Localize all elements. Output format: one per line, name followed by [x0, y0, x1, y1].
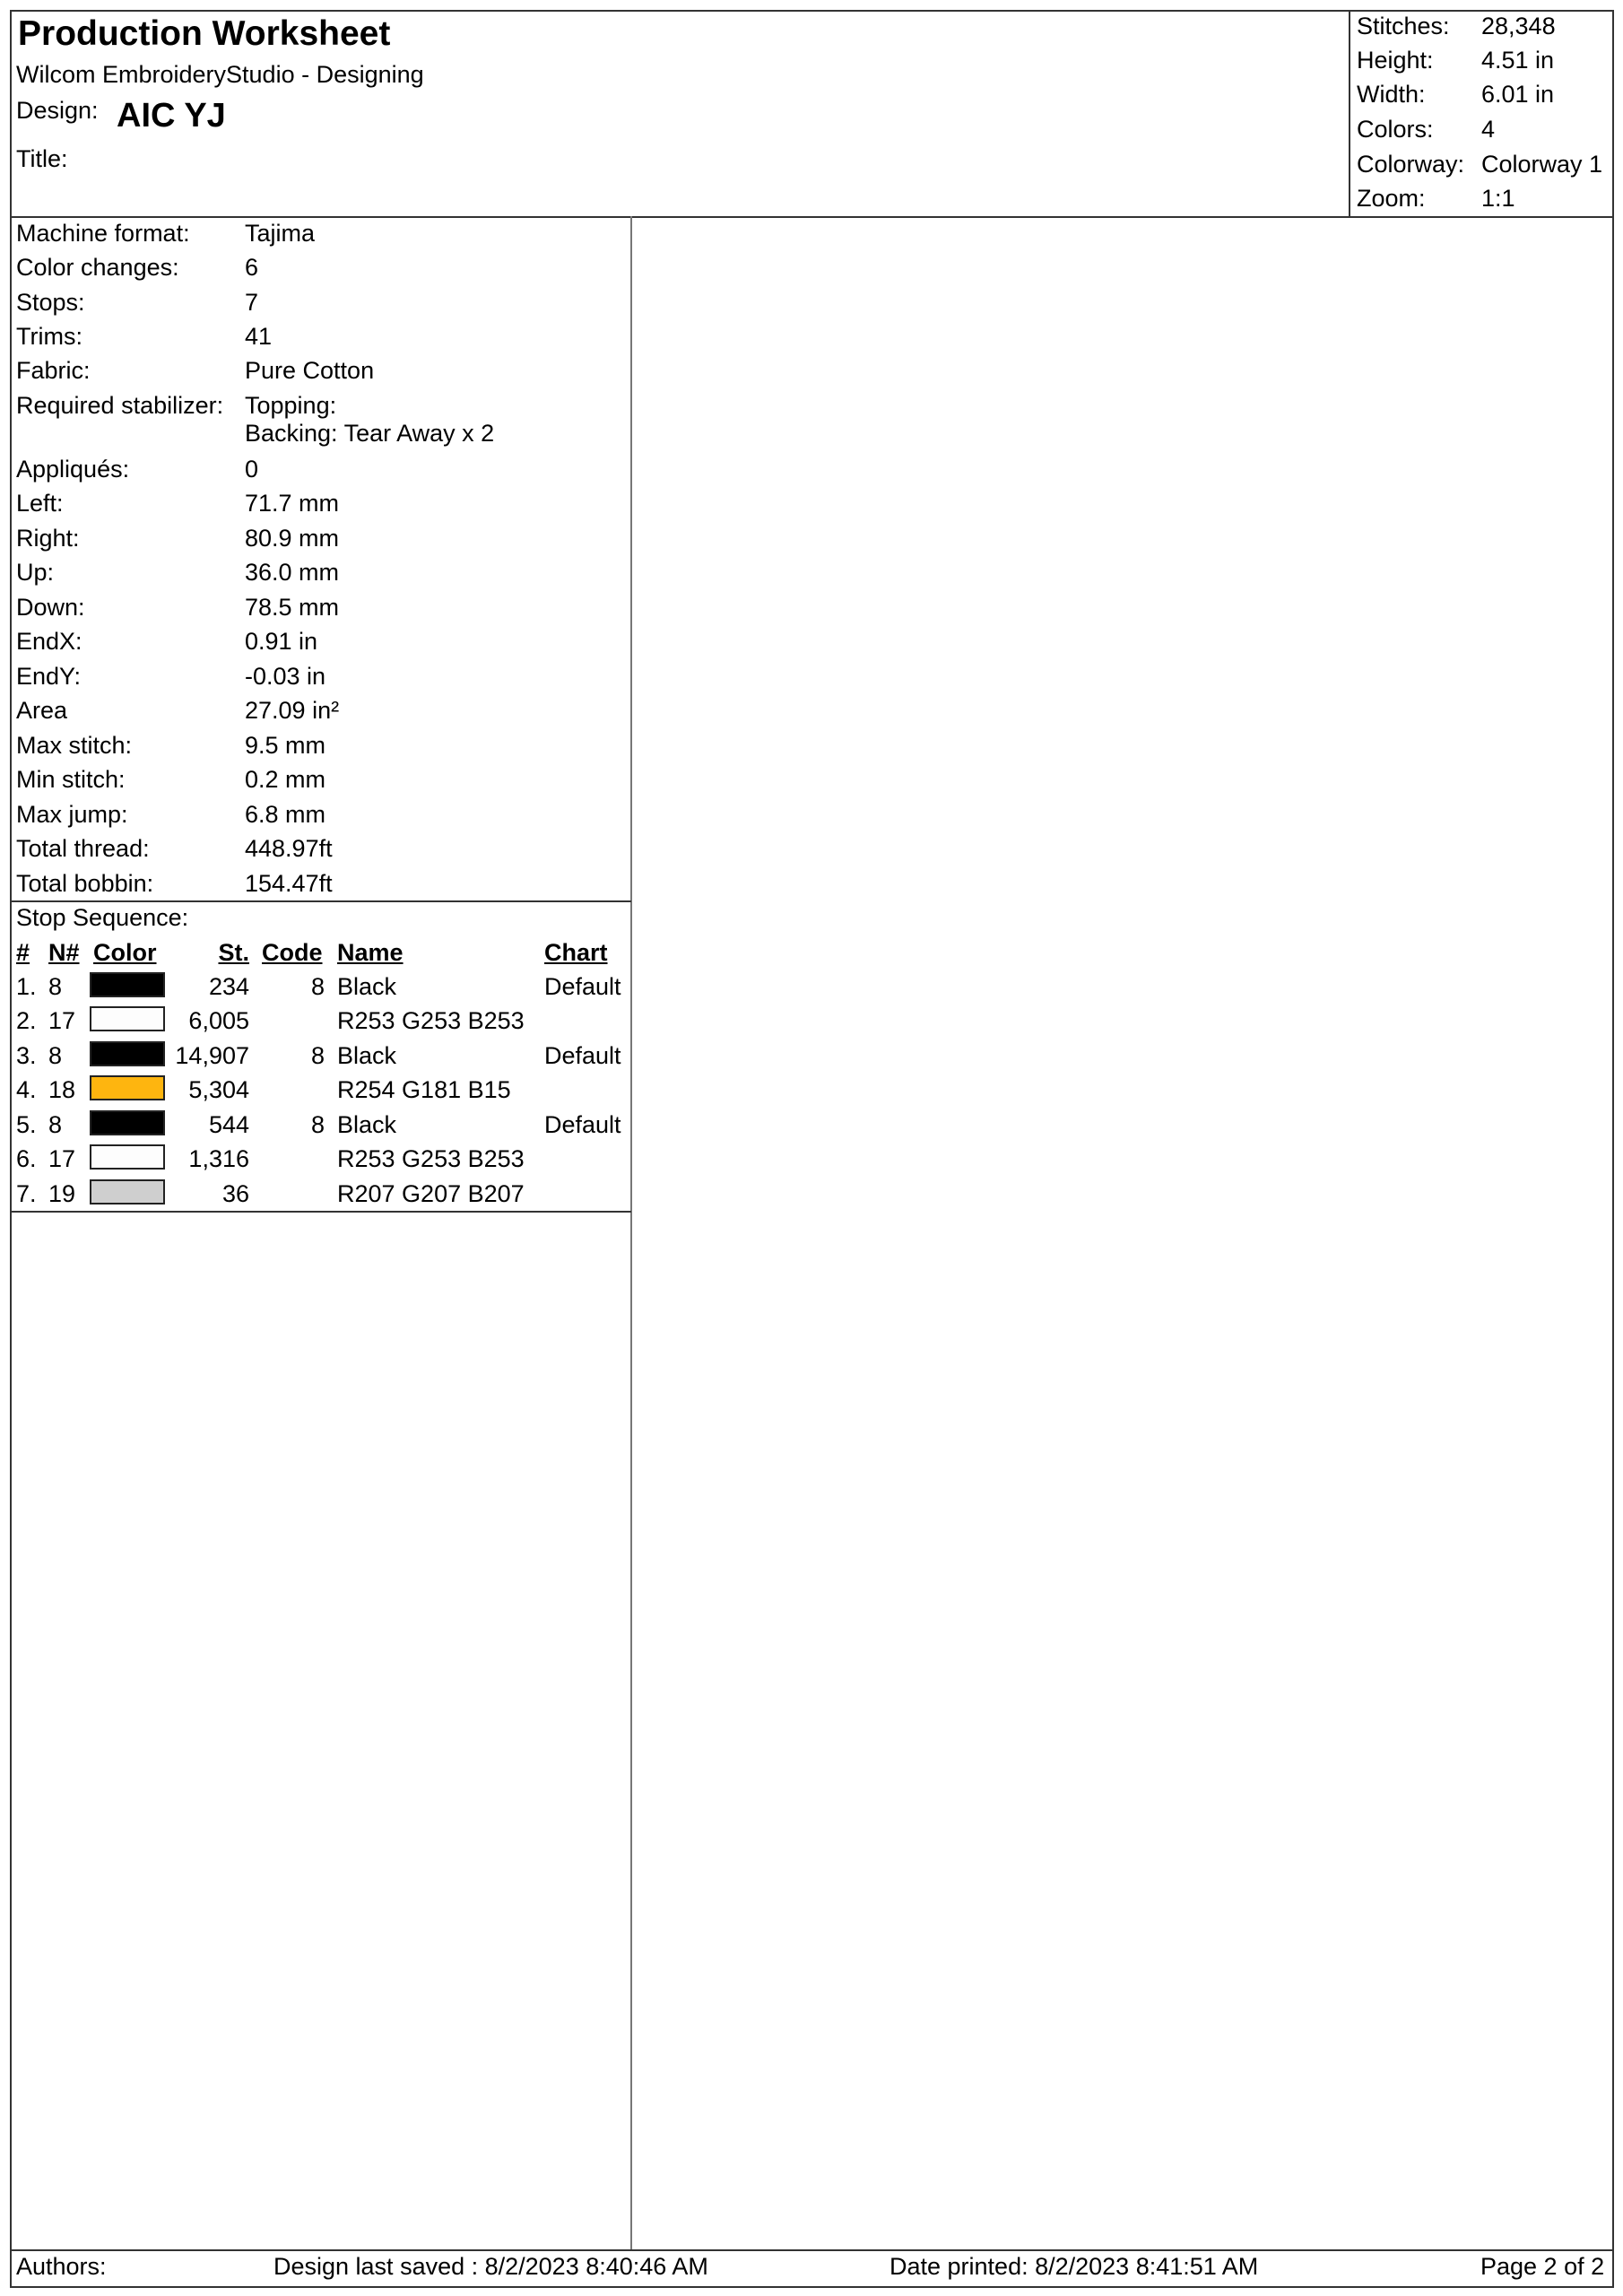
property-label: Trims:	[16, 323, 82, 350]
property-value: 41	[245, 323, 273, 350]
property-value: Backing: Tear Away x 2	[245, 420, 495, 447]
property-label: Total bobbin:	[16, 870, 154, 897]
property-value: -0.03 in	[245, 663, 326, 690]
row-name: Black	[337, 1111, 397, 1138]
summary-label: Colorway:	[1357, 151, 1465, 178]
row-stitches: 14,907	[175, 1042, 249, 1069]
summary-value: 28,348	[1481, 13, 1556, 39]
footer-divider	[10, 2249, 1614, 2251]
property-label: Fabric:	[16, 357, 91, 384]
row-num: 6.	[16, 1145, 37, 1172]
property-value: 0.2 mm	[245, 766, 326, 793]
row-name: Black	[337, 1042, 397, 1069]
row-stitches: 1,316	[188, 1145, 249, 1172]
property-label: Left:	[16, 490, 64, 517]
property-label: Stops:	[16, 289, 85, 316]
row-num: 2.	[16, 1007, 37, 1034]
property-value: 0.91 in	[245, 628, 318, 655]
summary-value: 1:1	[1481, 185, 1515, 212]
worksheet-frame	[10, 10, 1614, 2288]
property-label: Total thread:	[16, 835, 150, 862]
summary-label: Width:	[1357, 81, 1426, 108]
design-label: Design:	[16, 97, 99, 124]
summary-label: Stitches:	[1357, 13, 1450, 39]
property-label: Min stitch:	[16, 766, 126, 793]
row-needle: 8	[48, 973, 63, 1000]
row-name: R254 G181 B15	[337, 1076, 511, 1103]
row-chart: Default	[544, 973, 621, 1000]
summary-label: Height:	[1357, 47, 1434, 74]
property-label: Down:	[16, 594, 85, 621]
row-stitches: 5,304	[188, 1076, 249, 1103]
row-needle: 18	[48, 1076, 76, 1103]
stop-sequence-divider	[10, 1211, 631, 1213]
row-stitches: 36	[221, 1180, 249, 1207]
property-value: 448.97ft	[245, 835, 333, 862]
row-name: Black	[337, 973, 397, 1000]
property-value: 0	[245, 456, 259, 483]
row-num: 1.	[16, 973, 37, 1000]
summary-label: Zoom:	[1357, 185, 1426, 212]
property-value: Topping:	[245, 392, 337, 419]
row-stitches: 6,005	[188, 1007, 249, 1034]
design-value: AIC YJ	[117, 97, 226, 135]
property-label: Up:	[16, 559, 55, 586]
row-needle: 17	[48, 1007, 76, 1034]
row-needle: 19	[48, 1180, 76, 1207]
summary-value: 4.51 in	[1481, 47, 1555, 74]
row-num: 4.	[16, 1076, 37, 1103]
row-name: R207 G207 B207	[337, 1180, 525, 1207]
header-stitches: St.	[218, 939, 249, 966]
row-needle: 8	[48, 1111, 63, 1138]
header-num: #	[16, 939, 30, 966]
property-label: Required stabilizer:	[16, 392, 224, 419]
row-name: R253 G253 B253	[337, 1007, 525, 1034]
summary-value: 6.01 in	[1481, 81, 1555, 108]
summary-value: Colorway 1	[1481, 151, 1603, 178]
row-code: 8	[310, 1111, 325, 1138]
header-needle: N#	[48, 939, 80, 966]
property-value: 71.7 mm	[245, 490, 340, 517]
property-value: 27.09 in²	[245, 697, 340, 724]
properties-divider	[10, 900, 631, 902]
title-label: Title:	[16, 145, 68, 172]
property-value: 36.0 mm	[245, 559, 340, 586]
column-divider	[630, 216, 632, 2250]
row-stitches: 234	[208, 973, 249, 1000]
row-needle: 8	[48, 1042, 63, 1069]
summary-value: 4	[1481, 116, 1496, 143]
property-label: Machine format:	[16, 220, 190, 247]
page-title: Production Worksheet	[18, 14, 391, 53]
property-value: 6	[245, 254, 259, 281]
row-code: 8	[310, 973, 325, 1000]
footer-last-saved: Design last saved : 8/2/2023 8:40:46 AM	[273, 2253, 708, 2280]
row-num: 5.	[16, 1111, 37, 1138]
property-value: 7	[245, 289, 259, 316]
footer-page-number: Page 2 of 2	[1480, 2253, 1605, 2280]
property-value: 78.5 mm	[245, 594, 340, 621]
property-value: 154.47ft	[245, 870, 333, 897]
header-divider	[10, 216, 1614, 218]
property-label: Color changes:	[16, 254, 179, 281]
property-label: Max jump:	[16, 801, 128, 828]
property-label: EndY:	[16, 663, 82, 690]
row-name: R253 G253 B253	[337, 1145, 525, 1172]
header-color: Color	[93, 939, 157, 966]
property-label: Right:	[16, 525, 80, 552]
row-num: 7.	[16, 1180, 37, 1207]
header-code: Code	[262, 939, 323, 966]
footer-authors: Authors:	[16, 2253, 107, 2280]
property-value: 9.5 mm	[245, 732, 326, 759]
property-value: Pure Cotton	[245, 357, 375, 384]
property-value: 80.9 mm	[245, 525, 340, 552]
row-stitches: 544	[208, 1111, 249, 1138]
app-subtitle: Wilcom EmbroideryStudio - Designing	[16, 61, 424, 88]
row-chart: Default	[544, 1111, 621, 1138]
property-label: EndX:	[16, 628, 82, 655]
property-label: Appliqués:	[16, 456, 130, 483]
stop-sequence-title: Stop Sequence:	[16, 904, 189, 931]
property-label: Area	[16, 697, 68, 724]
row-chart: Default	[544, 1042, 621, 1069]
summary-divider	[1349, 10, 1350, 217]
row-needle: 17	[48, 1145, 76, 1172]
footer-printed: Date printed: 8/2/2023 8:41:51 AM	[890, 2253, 1259, 2280]
property-value: Tajima	[245, 220, 316, 247]
property-value: 6.8 mm	[245, 801, 326, 828]
header-name: Name	[337, 939, 404, 966]
property-label: Max stitch:	[16, 732, 133, 759]
summary-label: Colors:	[1357, 116, 1434, 143]
header-chart: Chart	[544, 939, 608, 966]
row-num: 3.	[16, 1042, 37, 1069]
row-code: 8	[310, 1042, 325, 1069]
